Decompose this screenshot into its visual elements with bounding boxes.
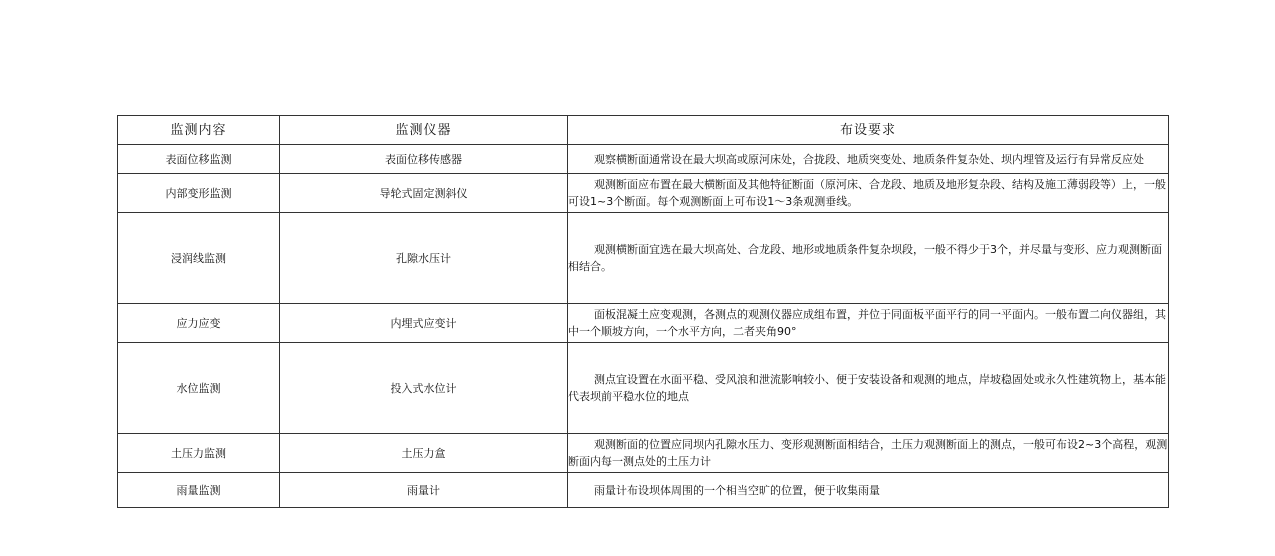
cell-instrument: 土压力盒: [280, 434, 568, 473]
table-row: [118, 213, 1169, 304]
cell-instrument: 雨量计: [280, 473, 568, 508]
header-layout-requirement: 布设要求: [568, 116, 1169, 145]
cell-requirement: [568, 145, 1169, 174]
table-row: [118, 174, 1169, 213]
cell-instrument: 内埋式应变计: [280, 304, 568, 343]
requirement-text: 雨量计布设坝体周围的一个相当空旷的位置，便于收集雨量: [594, 483, 880, 497]
cell-instrument: 导轮式固定测斜仪: [280, 174, 568, 213]
table-row: [118, 145, 1169, 174]
requirement-text: 观测断面应布置在最大横断面及其他特征断面（原河床、合龙段、地质及地形复杂段、结构及施工薄弱段等）上，一般可设1~3个断面。每个观测断面上可布设1～3条观测垂线。: [568, 178, 1166, 208]
cell-requirement: [568, 304, 1169, 343]
cell-content: 应力应变: [118, 304, 280, 343]
cell-content: 土压力监测: [118, 434, 280, 473]
cell-content: 雨量监测: [118, 473, 280, 508]
cell-requirement: [568, 213, 1169, 304]
requirement-text: 观察横断面通常设在最大坝高或原河床处，合拢段、地质突变处、地质条件复杂处、坝内埋管及运行有异常反应处: [594, 152, 1144, 166]
cell-requirement: [568, 473, 1169, 508]
requirement-text: 观测断面的位置应同坝内孔隙水压力、变形观测断面相结合，土压力观测断面上的测点，一般可布设2~3个高程，观测断面内每一测点处的土压力计: [568, 438, 1168, 468]
table-header-row: [118, 116, 1169, 145]
table-row: [118, 343, 1169, 434]
cell-instrument: 表面位移传感器: [280, 145, 568, 174]
cell-instrument: 投入式水位计: [280, 343, 568, 434]
table-row: [118, 473, 1169, 508]
cell-requirement: [568, 343, 1169, 434]
table-row: [118, 304, 1169, 343]
cell-instrument: 孔隙水压计: [280, 213, 568, 304]
monitoring-table: [117, 115, 1169, 508]
cell-content: 内部变形监测: [118, 174, 280, 213]
cell-content: 表面位移监测: [118, 145, 280, 174]
requirement-text: 测点宜设置在水面平稳、受风浪和泄流影响较小、便于安装设备和观测的地点，岸坡稳固处或永久性建筑物上，基本能代表坝前平稳水位的地点: [568, 373, 1166, 403]
header-monitoring-content: 监测内容: [118, 116, 280, 145]
cell-content: 浸润线监测: [118, 213, 280, 304]
table-row: [118, 434, 1169, 473]
requirement-text: 观测横断面宜选在最大坝高处、合龙段、地形或地质条件复杂坝段，一般不得少于3个，并尽量与变形、应力观测断面相结合。: [568, 243, 1162, 273]
header-monitoring-instrument: 监测仪器: [280, 116, 568, 145]
cell-requirement: [568, 434, 1169, 473]
cell-requirement: [568, 174, 1169, 213]
requirement-text: 面板混凝土应变观测，各测点的观测仪器应成组布置，并位于同面板平面平行的同一平面内。一般布置二向仪器组，其中一个顺坡方向，一个水平方向，二者夹角90°: [568, 308, 1166, 338]
cell-content: 水位监测: [118, 343, 280, 434]
